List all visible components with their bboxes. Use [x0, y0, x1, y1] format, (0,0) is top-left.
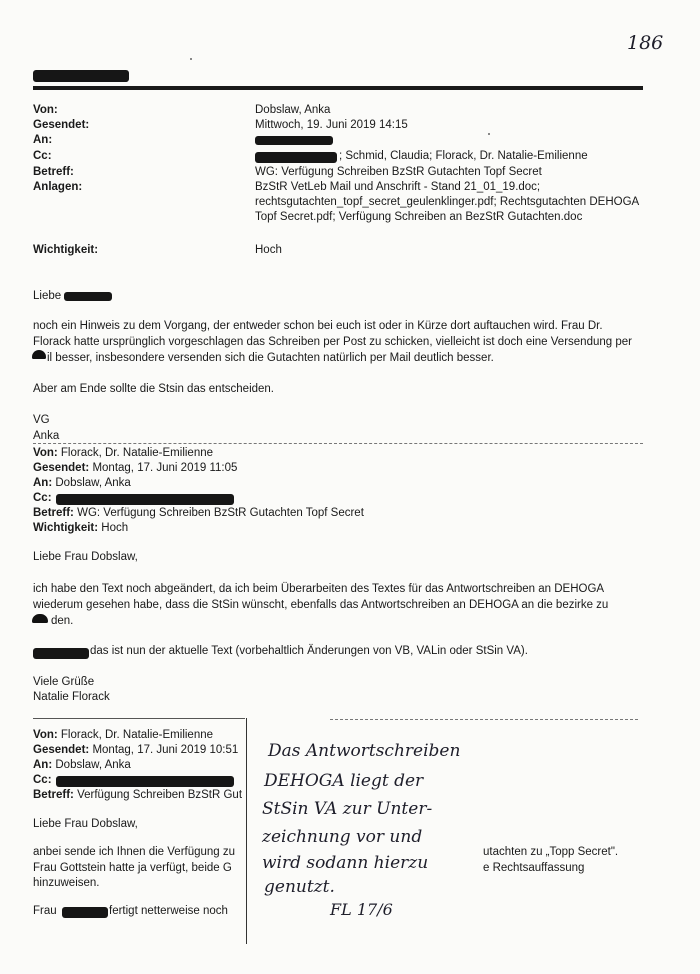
to-label: An:: [33, 134, 53, 146]
cc-label: Cc:: [33, 150, 52, 162]
page-number: 186: [627, 32, 664, 54]
mail2-line2: das ist nun der aktuelle Text (vorbehaltlich Änderungen von VB, VALin oder StSin VA).: [90, 645, 528, 657]
mail3-from: Von: Florack, Dr. Natalie-Emilienne: [33, 729, 214, 741]
mail2-to: An: Dobslaw, Anka: [33, 477, 131, 489]
mail1-body: [33, 318, 653, 366]
note-patch-edge: [246, 718, 247, 944]
mail3-line2b: e Rechtsauffassung: [483, 862, 585, 874]
mail2-signature: Natalie Florack: [33, 691, 110, 703]
mail2-body-line: wiederum gesehen habe, dass die StSin wünscht, ebenfalls das Antwortschreiben an DEHOGA an die bezirke zu: [33, 599, 609, 611]
mail3-cc-label: Cc:: [33, 774, 52, 786]
redacted-greeting-name: [64, 292, 112, 301]
handwritten-line: wird sodann hierzu: [262, 853, 429, 873]
mail3-sent: Gesendet: Montag, 17. Juni 2019 10:51: [33, 744, 239, 756]
scan-speck: [190, 58, 192, 60]
attachment-line: Topf Secret.pdf; Verfügung Schreiben an BezStR Gutachten.doc: [255, 211, 583, 223]
sent-value: Mittwoch, 19. Juni 2019 14:15: [255, 119, 408, 131]
attachment-line: rechtsgutachten_topf_secret_geulenklinger.pdf; Rechtsgutachten DEHOGA: [255, 196, 640, 208]
mail1-body-line: il besser, insbesondere versenden sich die Gutachten natürlich per Mail deutlich besser.: [47, 352, 494, 364]
mail3-line2a: Frau Gottstein hatte ja verfügt, beide G: [33, 862, 232, 874]
subject-value: WG: Verfügung Schreiben BzStR Gutachten Topf Secret: [255, 166, 542, 178]
mail3-line4b: fertigt netterweise noch: [109, 905, 228, 917]
attachments-label: Anlagen:: [33, 181, 83, 193]
header-bar: [33, 86, 643, 90]
redacted-cc: [56, 494, 234, 505]
from-value: Dobslaw, Anka: [255, 104, 331, 116]
handwritten-line: Das Antwortschreiben: [268, 741, 461, 761]
redacted-cc: [255, 152, 337, 163]
mail1-body-line: Florack hatte ursprünglich vorgeschlagen das Schreiben per Post zu schicken, vielleicht ist doch eine Versendung per: [33, 336, 632, 348]
mail1-sig-vg: VG: [33, 414, 50, 426]
mail3-greeting: Liebe Frau Dobslaw,: [33, 818, 138, 830]
handwritten-line: genutzt.: [264, 877, 335, 897]
mail3-to: An: Dobslaw, Anka: [33, 759, 131, 771]
cc-value: ; Schmid, Claudia; Florack, Dr. Natalie-Emilienne: [339, 150, 588, 162]
binder-hole-mark: [32, 614, 48, 623]
redacted-cc: [56, 776, 234, 787]
mail2-greeting: Liebe Frau Dobslaw,: [33, 551, 138, 563]
attachment-line: BzStR VetLeb Mail und Anschrift - Stand 21_01_19.doc;: [255, 181, 541, 193]
handwritten-line: zeichnung vor und: [262, 827, 423, 847]
importance-label: Wichtigkeit:: [33, 244, 99, 256]
mail1-closing: Aber am Ende sollte die Stsin das entscheiden.: [33, 383, 275, 395]
mail3-line1a: anbei sende ich Ihnen die Verfügung zu: [33, 846, 236, 858]
from-label: Von:: [33, 104, 58, 116]
separator: [33, 443, 643, 444]
importance-value: Hoch: [255, 244, 282, 256]
mail3-subject: Betreff: Verfügung Schreiben BzStR Gut: [33, 789, 243, 801]
mail2-cc-label: Cc:: [33, 492, 52, 504]
mail3-line3: hinzuweisen.: [33, 877, 100, 889]
handwritten-initials: FL 17/6: [330, 900, 393, 919]
mail2-body-line: den.: [51, 615, 74, 627]
mail2-subject: Betreff: WG: Verfügung Schreiben BzStR Gutachten Topf Secret: [33, 507, 364, 519]
separator: [33, 718, 245, 719]
redacted-name: [62, 907, 108, 918]
handwritten-line: DEHOGA liegt der: [264, 771, 424, 791]
mail2-importance: Wichtigkeit: Hoch: [33, 522, 129, 534]
mail2-sent: Gesendet: Montag, 17. Juni 2019 11:05: [33, 462, 238, 474]
subject-label: Betreff:: [33, 166, 74, 178]
mail2-body-line: ich habe den Text noch abgeändert, da ich beim Überarbeiten des Textes für das Antwortschreiben an DEHOGA: [33, 583, 605, 595]
mail2-from: Von: Florack, Dr. Natalie-Emilienne: [33, 447, 214, 459]
mail1-body-line: noch ein Hinweis zu dem Vorgang, der entweder schon bei euch ist oder in Kürze dort auftauchen wird. Frau Dr.: [33, 320, 603, 332]
mail2-body: [33, 581, 653, 629]
scan-speck: [488, 133, 490, 135]
mail1-sig-name: Anka: [33, 430, 60, 442]
mail3-line1b: utachten zu „Topp Secret".: [483, 846, 619, 858]
mail2-regards: Viele Grüße: [33, 676, 95, 688]
redacted-name: [33, 648, 89, 659]
binder-hole-mark: [32, 350, 46, 359]
mail3-line4a: Frau: [33, 905, 57, 917]
mail1-greeting: Liebe: [33, 290, 62, 302]
handwritten-line: StSin VA zur Unter-: [262, 799, 433, 819]
redacted-sender: [33, 70, 129, 82]
sent-label: Gesendet:: [33, 119, 90, 131]
redacted-recipient: [255, 136, 333, 145]
